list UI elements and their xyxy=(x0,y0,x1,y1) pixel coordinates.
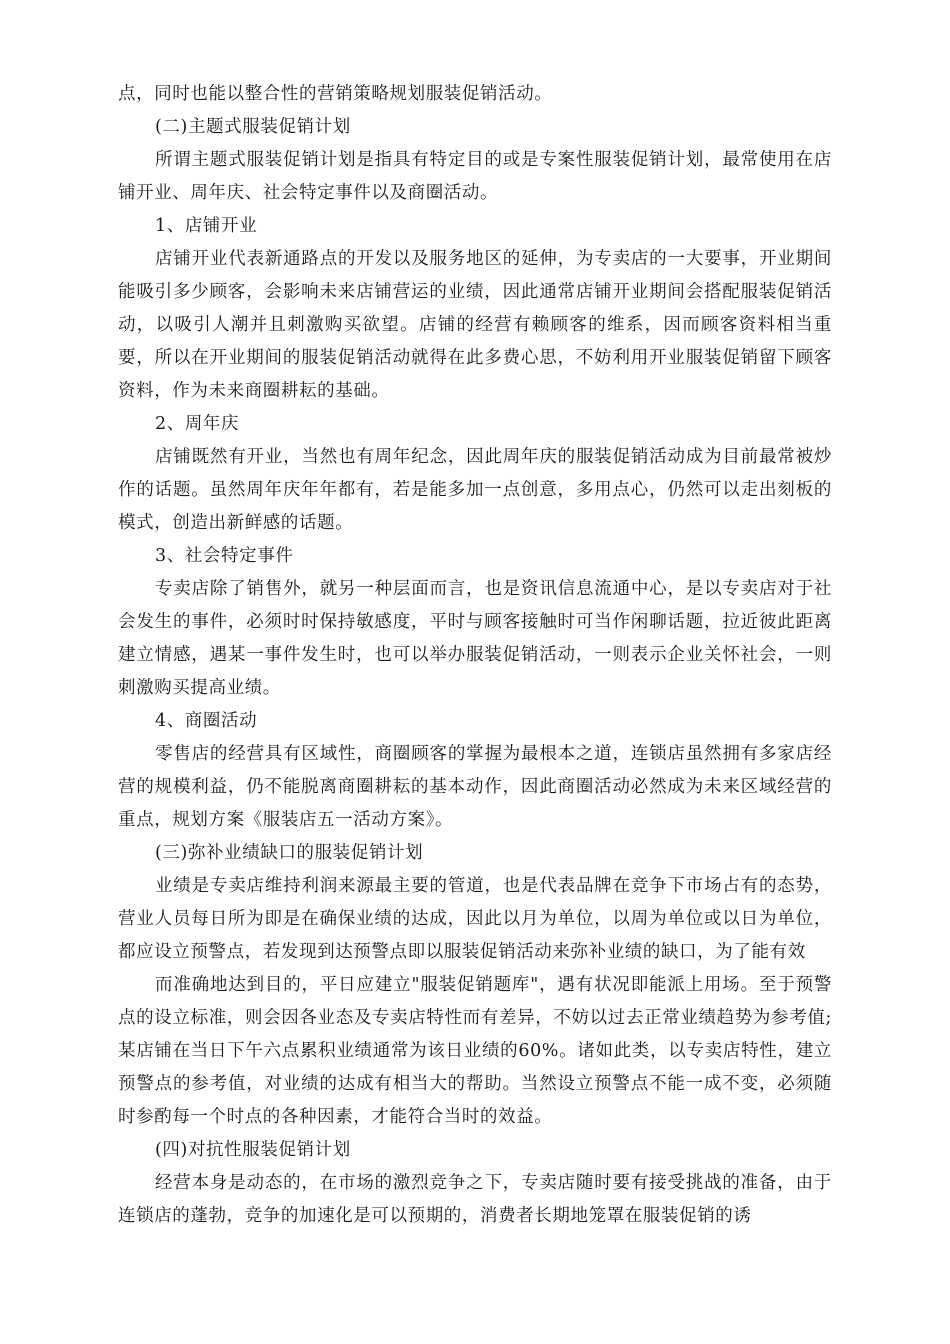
section-heading-competitive-promotion: (四)对抗性服装促销计划 xyxy=(155,1140,351,1160)
subheading-social-events: 3、社会特定事件 xyxy=(155,546,294,566)
paragraph-themed-promotion-definition: 所谓主题式服装促销计划是指具有特定目的或是专案性服装促销计划，最常使用在店铺开业、周年庆、社会特定事件以及商圈活动。 xyxy=(118,150,832,203)
paragraph-competitive-promotion: 经营本身是动态的，在市场的激烈竞争之下，专卖店随时要有接受挑战的准备，由于连锁店的蓬勃，竞争的加速化是可以预期的，消费者长期地笼罩在服装促销的诱 xyxy=(118,1173,832,1226)
paragraph-performance-gap-2: 而准确地达到目的，平日应建立"服装促销题库"，遇有状况即能派上用场。至于预警点的设立标准，则会因各业态及专卖店特性而有差异，不妨以过去正常业绩趋势为参考值;某店铺在当日下午六点累积业绩通常为该日业绩的60%。诸如此类，以专卖店特性，建立预警点的参考值，对业绩的达成有相当大的帮助。当然设立预警点不能一成不变，必须随时参酌每一个时点的各种因素，才能符合当时的效益。 xyxy=(118,975,832,1127)
section-heading-performance-gap: (三)弥补业绩缺口的服装促销计划 xyxy=(155,843,424,863)
subheading-trade-area-activities: 4、商圈活动 xyxy=(155,711,258,731)
section-heading-themed-promotion: (二)主题式服装促销计划 xyxy=(155,117,351,137)
paragraph-continuation: 点，同时也能以整合性的营销策略规划服装促销活动。 xyxy=(118,84,553,104)
subheading-store-opening: 1、店铺开业 xyxy=(155,216,258,236)
paragraph-performance-gap-1: 业绩是专卖店维持利润来源最主要的管道，也是代表品牌在竞争下市场占有的态势，营业人员每日所为即是在确保业绩的达成，因此以月为单位，以周为单位或以日为单位，都应设立预警点，若发现到达预警点即以服装促销活动来弥补业绩的缺口，为了能有效 xyxy=(118,876,832,962)
paragraph-social-events: 专卖店除了销售外，就另一种层面而言，也是资讯信息流通中心，是以专卖店对于社会发生的事件，必须时时保持敏感度，平时与顾客接触时可当作闲聊话题，拉近彼此距离建立情感，遇某一事件发生时，也可以举办服装促销活动，一则表示企业关怀社会，一则刺激购买提高业绩。 xyxy=(118,579,832,698)
paragraph-anniversary: 店铺既然有开业，当然也有周年纪念，因此周年庆的服装促销活动成为目前最常被炒作的话题。虽然周年庆年年都有，若是能多加一点创意，多用点心，仍然可以走出刻板的模式，创造出新鲜感的话题。 xyxy=(118,447,832,533)
document-page xyxy=(118,78,832,1233)
paragraph-trade-area-activities: 零售店的经营具有区域性，商圈顾客的掌握为最根本之道，连锁店虽然拥有多家店经营的规模利益，仍不能脱离商圈耕耘的基本动作，因此商圈活动必然成为未来区域经营的重点，规划方案《服装店五一活动方案》。 xyxy=(118,744,832,830)
paragraph-store-opening: 店铺开业代表新通路点的开发以及服务地区的延伸，为专卖店的一大要事，开业期间能吸引多少顾客，会影响未来店铺营运的业绩，因此通常店铺开业期间会搭配服装促销活动，以吸引人潮并且刺激购买欲望。店铺的经营有赖顾客的维系，因而顾客资料相当重要，所以在开业期间的服装促销活动就得在此多费心思，不妨利用开业服装促销留下顾客资料，作为未来商圈耕耘的基础。 xyxy=(118,249,832,401)
subheading-anniversary: 2、周年庆 xyxy=(155,414,240,434)
